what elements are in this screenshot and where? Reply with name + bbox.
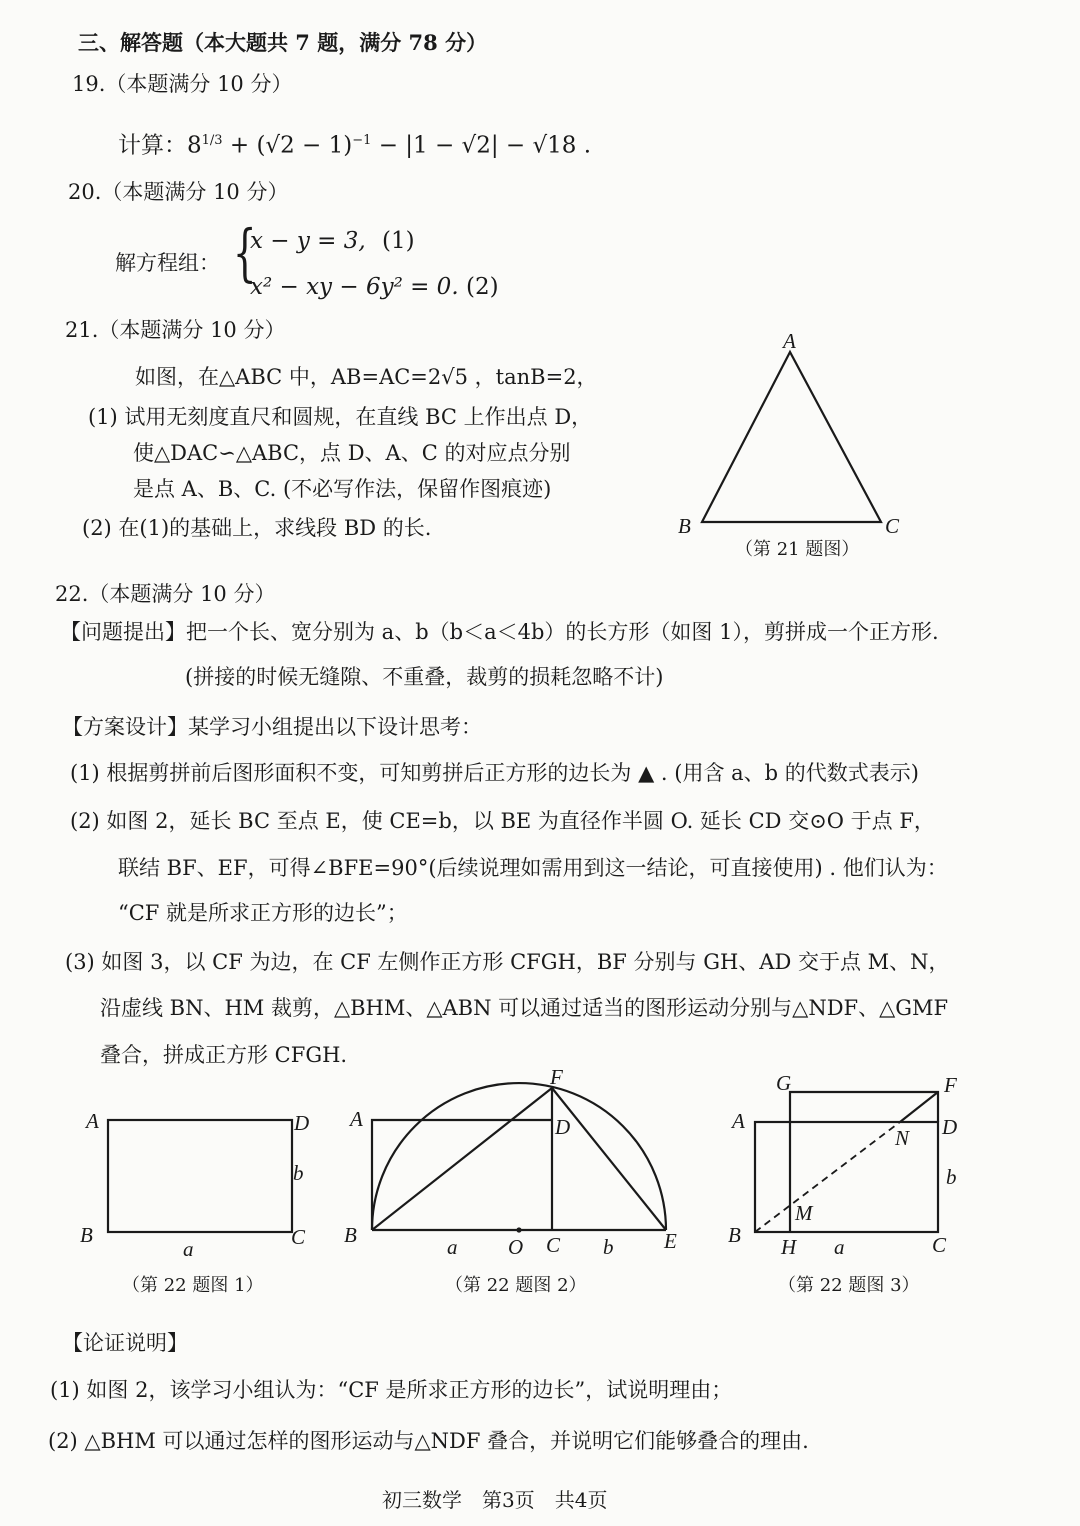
q20-eq2-tag: (2) bbox=[466, 274, 499, 300]
expr-term: + (√2 − 1) bbox=[222, 132, 353, 159]
fig2-center-o bbox=[518, 1229, 521, 1232]
q19-prompt: 计算： bbox=[118, 132, 187, 159]
q21-figure-caption: （第 21 题图） bbox=[735, 539, 860, 560]
q22-design-line: (3) 如图 3，以 CF 为边，在 CF 左侧作正方形 CFGH，BF 分别与 GH、AD 交于点 M、N， bbox=[65, 950, 950, 974]
fig3-rectangle bbox=[755, 1122, 938, 1232]
fig1-label: D bbox=[294, 1111, 310, 1135]
fig2-label: B bbox=[344, 1223, 357, 1247]
fig1-label: b bbox=[293, 1161, 304, 1185]
fig3-nf bbox=[900, 1092, 938, 1122]
expr-exponent: −1 bbox=[352, 133, 372, 148]
q22-design-line: (2) 如图 2，延长 BC 至点 E，使 CE=b，以 BE 为直径作半圆 O. 延长 CD 交⊙O 于点 F， bbox=[70, 809, 935, 833]
fig3-label: b bbox=[946, 1165, 957, 1189]
fig2-label: O bbox=[508, 1235, 524, 1259]
q22-problem: 【问题提出】把一个长、宽分别为 a、b（b＜a＜4b）的长方形（如图 1），剪拼成一个正方形. bbox=[60, 620, 939, 644]
q22-design-line: (1) 根据剪拼前后图形面积不变，可知剪拼后正方形的边长为 ▲ . (用含 a、b 的代数式表示) bbox=[70, 761, 919, 785]
q20-header: 20.（本题满分 10 分） bbox=[68, 180, 289, 204]
fig2-label: a bbox=[447, 1235, 458, 1259]
fig1-rectangle bbox=[108, 1120, 292, 1232]
q22-header: 22.（本题满分 10 分） bbox=[55, 582, 276, 606]
q22-design-line: 沿虚线 BN、HM 裁剪，△BHM、△ABN 可以通过适当的图形运动分别与△NDF、△GMF bbox=[100, 996, 949, 1020]
fig2-rect bbox=[372, 1120, 552, 1230]
fig2-label: b bbox=[603, 1235, 614, 1259]
fig1-label: C bbox=[291, 1225, 306, 1249]
q21-line: (1) 试用无刻度直尺和圆规，在直线 BC 上作出点 D， bbox=[88, 405, 593, 429]
fig1-label: A bbox=[86, 1109, 99, 1133]
system-brace: { bbox=[232, 216, 257, 289]
fig3-label: A bbox=[732, 1109, 745, 1133]
q21-line: 使△DAC∽△ABC，点 D、A、C 的对应点分别 bbox=[133, 441, 571, 465]
q21-line: (2) 在(1)的基础上，求线段 BD 的长. bbox=[82, 516, 432, 540]
section-title: 三、解答题（本大题共 7 题，满分 78 分） bbox=[78, 30, 488, 55]
fig3-label: B bbox=[728, 1223, 741, 1247]
fig2-label: E bbox=[664, 1229, 677, 1253]
fig3-label: C bbox=[932, 1233, 947, 1257]
q22-design-title: 【方案设计】某学习小组提出以下设计思考： bbox=[62, 715, 482, 739]
q21-header: 21.（本题满分 10 分） bbox=[65, 318, 286, 342]
fig1-label: B bbox=[80, 1223, 93, 1247]
expr-base: 8 bbox=[187, 132, 202, 159]
q21-line: 是点 A、B、C. (不必写作法，保留作图痕迹) bbox=[133, 477, 552, 501]
fig2-bf bbox=[372, 1088, 552, 1230]
q20-eq1-tag: (1) bbox=[382, 228, 415, 254]
fig3-bn-dashed bbox=[755, 1122, 900, 1232]
fig2-label: F bbox=[550, 1065, 563, 1089]
q22-design-line: 联结 BF、EF，可得∠BFE=90°(后续说理如需用到这一结论，可直接使用) . 他们认为： bbox=[118, 856, 948, 880]
fig2-label: A bbox=[350, 1107, 363, 1131]
fig2-label: C bbox=[546, 1233, 561, 1257]
q22-design-line: “CF 就是所求正方形的边长”； bbox=[118, 901, 408, 925]
q22-design-line: 叠合，拼成正方形 CFGH. bbox=[100, 1043, 348, 1067]
fig3-label: M bbox=[795, 1201, 813, 1225]
fig3-label: G bbox=[776, 1071, 792, 1095]
q22-problem-note: (拼接的时候无缝隙、不重叠，裁剪的损耗忽略不计) bbox=[185, 665, 664, 689]
fig2-label: D bbox=[555, 1115, 571, 1139]
fig3-caption: （第 22 题图 3） bbox=[778, 1275, 920, 1296]
fig3-label: D bbox=[942, 1115, 958, 1139]
q22-proof-line: (2) △BHM 可以通过怎样的图形运动与△NDF 叠合，并说明它们能够叠合的理由. bbox=[48, 1429, 809, 1453]
fig3-label: F bbox=[944, 1073, 957, 1097]
q20-eq2: x² − xy − 6y² = 0. bbox=[250, 274, 459, 300]
fig1-caption: （第 22 题图 1） bbox=[122, 1275, 264, 1296]
fig21-label: C bbox=[885, 514, 900, 538]
fig3-label: H bbox=[781, 1235, 797, 1259]
q20-eq1: x − y = 3, bbox=[250, 228, 366, 254]
q19-header: 19.（本题满分 10 分） bbox=[72, 72, 293, 96]
fig2-semicircle bbox=[372, 1083, 666, 1230]
q21-line: 如图，在△ABC 中，AB=AC=2√5 ，tanB=2， bbox=[135, 365, 598, 389]
fig2-caption: （第 22 题图 2） bbox=[445, 1275, 587, 1296]
q22-proof-title: 【论证说明】 bbox=[62, 1331, 188, 1355]
fig3-label: N bbox=[895, 1126, 910, 1150]
page-footer: 初三数学 第3页 共4页 bbox=[382, 1488, 608, 1512]
fig1-label: a bbox=[183, 1237, 194, 1261]
expr-exponent: 1/3 bbox=[201, 133, 223, 148]
q20-prompt: 解方程组： bbox=[115, 251, 220, 275]
fig3-label: a bbox=[834, 1235, 845, 1259]
q21-triangle bbox=[702, 352, 881, 522]
q22-proof-line: (1) 如图 2，该学习小组认为：“CF 是所求正方形的边长”，试说明理由； bbox=[50, 1378, 733, 1402]
fig21-label: A bbox=[783, 329, 796, 353]
expr-term: − |1 − √2| − √18 . bbox=[371, 132, 592, 159]
fig21-label: B bbox=[678, 514, 691, 538]
